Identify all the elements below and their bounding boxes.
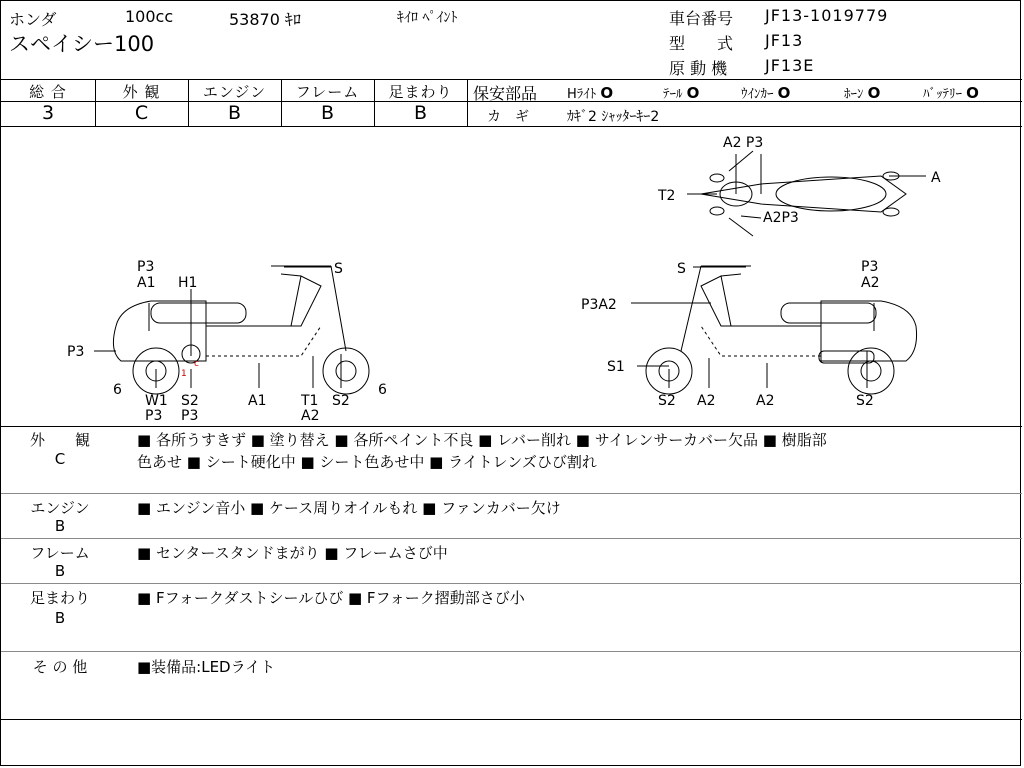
damage-mark: 1 (181, 369, 187, 379)
safety-headlight: Hﾗｲﾄ O (567, 84, 614, 102)
section-suspension-grade: B (54, 609, 66, 627)
diagram-label: 6 (378, 382, 387, 398)
section-exterior-label: 外 観 (29, 431, 90, 449)
diagram-label: S2 (658, 393, 676, 409)
scooter-top-view-icon (701, 151, 906, 236)
grade-frame-label: フレーム (295, 83, 360, 101)
diagram-label: W1 (145, 393, 168, 409)
diagram-label: P3 (181, 408, 199, 424)
section-exterior-line-1: ■ 各所うすきず ■ 塗り替え ■ 各所ペイント不良 ■ レバー削れ ■ サイレンサーカバー欠品 ■ 樹脂部 (137, 431, 827, 449)
divider (1, 583, 1022, 584)
diagram-label: S (334, 261, 343, 277)
grade-engine-value: B (227, 102, 242, 124)
diagram-label: A2 (697, 393, 716, 409)
diagram-label: S2 (181, 393, 199, 409)
grade-exterior-value: C (134, 102, 149, 124)
key-label: カ ギ (487, 109, 529, 125)
divider (1, 426, 1022, 427)
grade-exterior-label: 外 観 (122, 83, 161, 101)
grade-total-value: 3 (41, 102, 55, 124)
section-suspension-label: 足まわり (29, 589, 90, 607)
key-value: ｶｷﾞ2 ｼｬｯﾀｰｷｰ2 (567, 109, 660, 125)
grade-engine-label: エンジン (202, 83, 267, 101)
diagram-label: 6 (113, 382, 122, 398)
chassis-label: 車台番号 (669, 9, 734, 28)
diagram-label: T1 (301, 393, 319, 409)
divider (1, 493, 1022, 494)
diagram-label: H1 (178, 275, 198, 291)
section-engine-line-1: ■ エンジン音小 ■ ケース周りオイルもれ ■ ファンカバー欠け (137, 499, 561, 517)
section-frame-label: フレーム (30, 544, 90, 562)
diagram-label: T2 (658, 188, 676, 204)
diagram-label: P3A2 (581, 297, 617, 313)
section-other-line-1: ■装備品:LEDライト (137, 658, 276, 676)
diagram-label: S2 (856, 393, 874, 409)
divider (467, 79, 468, 126)
diagram-label: A2 (861, 275, 880, 291)
diagram-label: P3 (67, 344, 85, 360)
safety-horn: ﾎｰﾝ O (844, 84, 881, 102)
type-value: JF13 (765, 31, 804, 50)
damage-mark: c (194, 359, 199, 369)
diagram-label: P3 (145, 408, 163, 424)
mileage: 53870 ｷﾛ (229, 10, 301, 29)
section-frame-grade: B (54, 562, 66, 580)
section-exterior-line-2: 色あせ ■ シート硬化中 ■ シート色あせ中 ■ ライトレンズひび割れ (137, 453, 597, 471)
divider (1, 651, 1022, 652)
safety-taillight: ﾃｰﾙ O (663, 84, 700, 102)
grade-frame-value: B (320, 102, 335, 124)
section-engine-label: エンジン (30, 499, 90, 517)
diagram-label: A2P3 (763, 210, 799, 226)
section-frame-line-1: ■ センタースタンドまがり ■ フレームさび中 (137, 544, 448, 562)
engine-model-value: JF13E (765, 56, 815, 75)
section-exterior-grade: C (54, 450, 66, 468)
section-engine-grade: B (54, 517, 66, 535)
type-label: 型 式 (669, 34, 734, 53)
diagram-label: S2 (332, 393, 350, 409)
diagram-label: S1 (607, 359, 625, 375)
safety-winker: ｳｲﾝｶｰ O (741, 84, 791, 102)
displacement: 100cc (125, 7, 174, 26)
grade-suspension-label: 足まわり (388, 83, 453, 101)
grade-total-label: 総 合 (29, 83, 67, 101)
safety-parts-label: 保安部品 (473, 84, 538, 103)
diagram-label: P3 (137, 259, 155, 275)
diagram-label: A1 (137, 275, 156, 291)
diagram-label: A2 (756, 393, 775, 409)
grade-suspension-value: B (413, 102, 428, 124)
engine-model-label: 原 動 機 (669, 59, 728, 78)
diagram-label: A2 P3 (723, 135, 764, 151)
diagram-label: A2 (301, 408, 320, 424)
divider (1, 719, 1022, 720)
diagram-label: A1 (248, 393, 267, 409)
diagram-label: S (677, 261, 686, 277)
diagram-label: P3 (861, 259, 879, 275)
safety-battery: ﾊﾞｯﾃﾘｰ O (923, 84, 979, 102)
diagram-label: A (931, 170, 941, 186)
chassis-value: JF13-1019779 (765, 6, 889, 25)
section-other-label: そ の 他 (32, 658, 88, 676)
section-suspension-line-1: ■ Fフォークダストシールひび ■ Fフォーク摺動部さび小 (137, 589, 525, 607)
damage-diagram (1, 126, 1022, 426)
model-name: スペイシー100 (9, 32, 155, 56)
divider (1, 79, 1022, 80)
divider (1, 538, 1022, 539)
maker: ホンダ (9, 10, 57, 29)
color: ｷｲﾛ ﾍﾟｲﾝﾄ (397, 10, 458, 26)
